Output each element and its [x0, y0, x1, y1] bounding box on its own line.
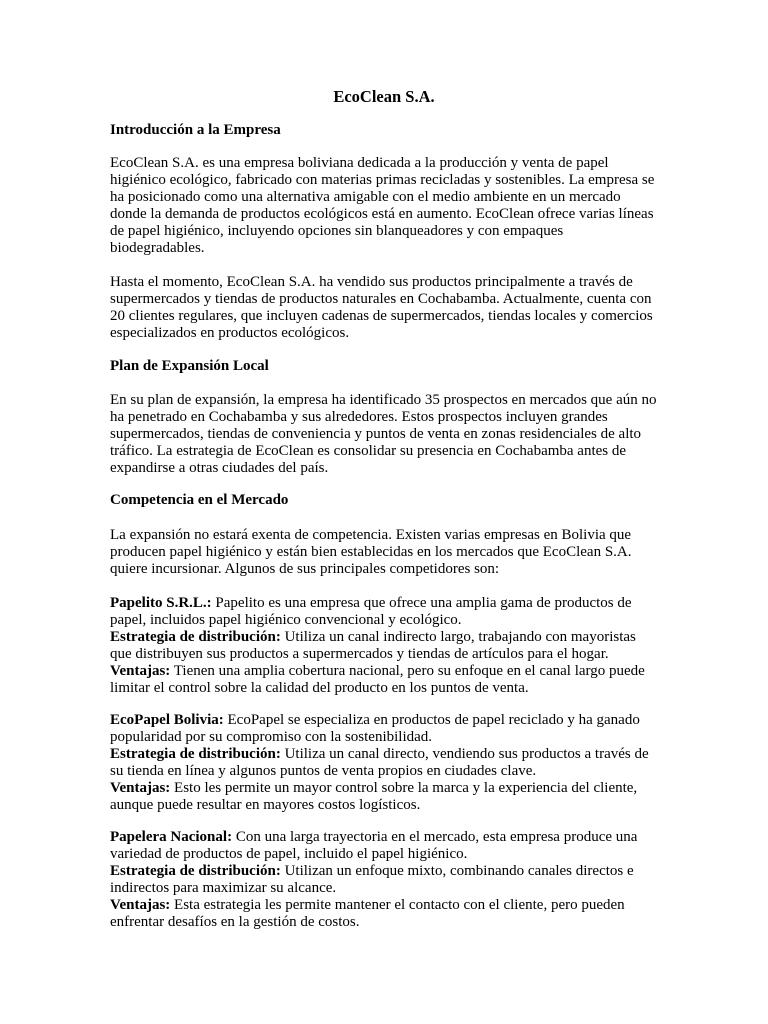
- advantages-text: Esta estrategia les permite mantener el contacto con el cliente, pero pueden enfrentar desafíos en la gestión de costos.: [110, 897, 625, 930]
- competitor-description: [110, 595, 660, 629]
- strategy-label: Estrategia de distribución:: [110, 863, 281, 879]
- advantages-label: Ventajas:: [110, 780, 171, 796]
- strategy-text: Utiliza un canal indirecto largo, trabajando con mayoristas que distribuyen sus productos a supermercados y tiendas de artículos para el hogar.: [110, 629, 636, 662]
- competitor-advantages: [110, 780, 660, 814]
- competitor-papelito: [110, 595, 660, 697]
- competitor-desc-text: Con una larga trayectoria en el mercado, esta empresa produce una variedad de productos de papel, incluido el papel higiénico.: [110, 829, 638, 862]
- expansion-paragraph: En su plan de expansión, la empresa ha identificado 35 prospectos en mercados que aún no ha penetrado en Cochabamba y sus alrededores. Estos prospectos incluyen grandes supermercados, tiendas de conveniencia y puntos de venta en zonas residenciales de alto tráfico. La estrategia de EcoClean es consolidar su presencia en Cochabamba antes de expandirse a otras ciudades del país.: [110, 392, 657, 476]
- advantages-text: Esto les permite un mayor control sobre la marca y la experiencia del cliente, aunque puede resultar en mayores costos logísticos.: [110, 780, 638, 813]
- competitor-papelera-nacional: [110, 829, 660, 931]
- competitor-advantages: [110, 663, 660, 697]
- competitor-description: [110, 829, 660, 863]
- competition-heading: Competencia en el Mercado: [110, 492, 289, 508]
- advantages-label: Ventajas:: [110, 663, 171, 679]
- intro-paragraph-1: EcoClean S.A. es una empresa boliviana dedicada a la producción y venta de papel higiénico ecológico, fabricado con materias primas recicladas y sostenibles. La empresa se ha posicionado como una alternativa amigable con el medio ambiente en un mercado donde la demanda de productos ecológicos está en aumento. EcoClean ofrece varias líneas de papel higiénico, incluyendo opciones sin blanqueadores y con empaques biodegradables.: [110, 155, 655, 256]
- document-title: EcoClean S.A.: [333, 87, 435, 106]
- competitor-strategy: [110, 746, 660, 780]
- strategy-label: Estrategia de distribución:: [110, 746, 281, 762]
- advantages-text: Tienen una amplia cobertura nacional, pero su enfoque en el canal largo puede limitar el control sobre la calidad del producto en los puntos de venta.: [110, 663, 645, 696]
- competitor-name: EcoPapel Bolivia:: [110, 712, 224, 728]
- competitor-strategy: [110, 629, 660, 663]
- competition-paragraph: La expansión no estará exenta de competencia. Existen varias empresas en Bolivia que producen papel higiénico y están bien establecidas en los mercados que EcoClean S.A. quiere incursionar. Algunos de sus principales competidores son:: [110, 527, 632, 577]
- intro-paragraph-2: Hasta el momento, EcoClean S.A. ha vendido sus productos principalmente a través de supermercados y tiendas de productos naturales en Cochabamba. Actualmente, cuenta con 20 clientes regulares, que incluyen cadenas de supermercados, tiendas locales y comercios especializados en productos ecológicos.: [110, 274, 653, 341]
- competitor-advantages: [110, 897, 660, 931]
- competitor-description: [110, 712, 660, 746]
- competitor-desc-text: EcoPapel se especializa en productos de papel reciclado y ha ganado popularidad por su compromiso con la sostenibilidad.: [110, 712, 640, 745]
- strategy-text: Utiliza un canal directo, vendiendo sus productos a través de su tienda en línea y algunos puntos de venta propios en ciudades clave.: [110, 746, 649, 779]
- competitor-name: Papelera Nacional:: [110, 829, 233, 845]
- advantages-label: Ventajas:: [110, 897, 171, 913]
- intro-heading: Introducción a la Empresa: [110, 122, 281, 138]
- expansion-heading: Plan de Expansión Local: [110, 358, 269, 374]
- strategy-text: Utilizan un enfoque mixto, combinando canales directos e indirectos para maximizar su alcance.: [110, 863, 634, 896]
- competitor-desc-text: Papelito es una empresa que ofrece una amplia gama de productos de papel, incluidos papel higiénico convencional y ecológico.: [110, 595, 632, 628]
- strategy-label: Estrategia de distribución:: [110, 629, 281, 645]
- competitor-name: Papelito S.R.L.:: [110, 595, 212, 611]
- competitor-ecopapel: [110, 712, 660, 814]
- competitor-strategy: [110, 863, 660, 897]
